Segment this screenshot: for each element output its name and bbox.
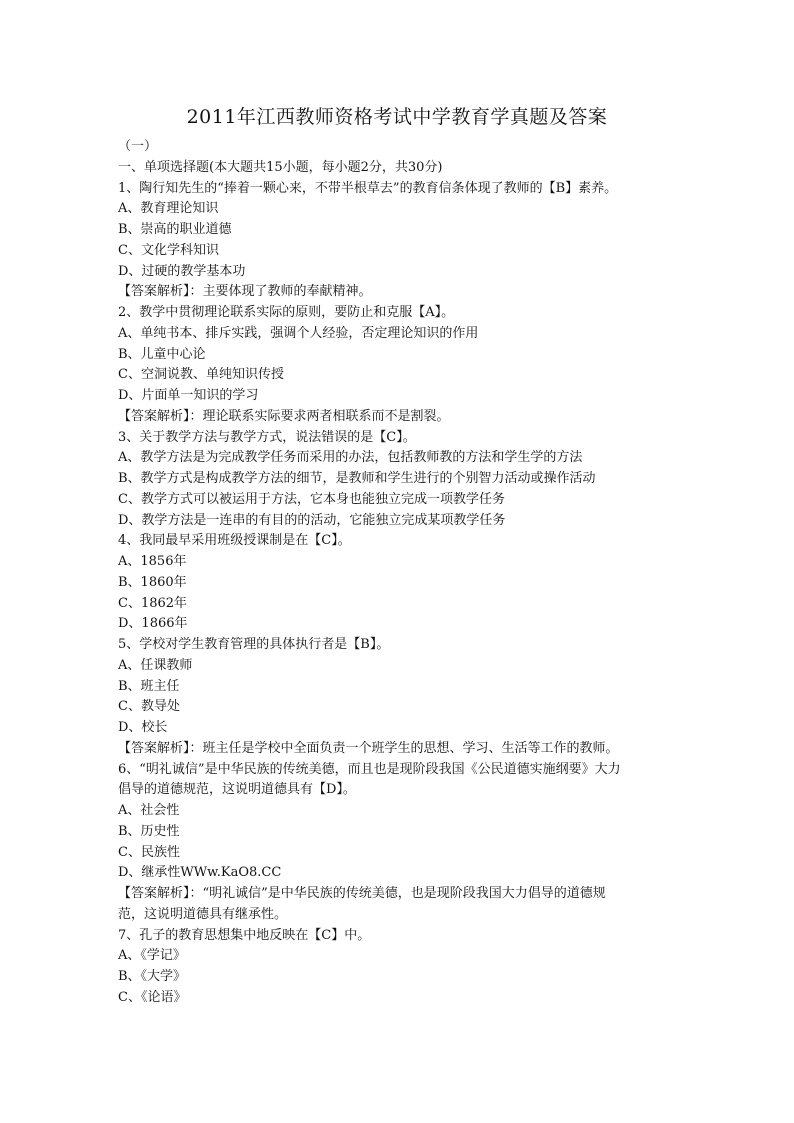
q1-option-a: A、教育理论知识: [118, 201, 219, 217]
q3-option-c: C、教学方式可以被运用于方法，它本身也能独立完成一项教学任务: [118, 491, 505, 507]
q2-option-a: A、单纯书本、排斥实践，强调个人经验，否定理论知识的作用: [118, 325, 479, 341]
q1-answer-explanation: 【答案解析】：主要体现了教师的奉献精神。: [118, 284, 372, 300]
question-6-continued: 倡导的道德规范，这说明道德具有【D】。: [118, 782, 356, 798]
question-5: 5、学校对学生教育管理的具体执行者是【B】。: [118, 637, 390, 652]
q6-option-a: A、社会性: [118, 803, 180, 818]
section-heading: 一、单项选择题(本大题共15小题，每小题2分，共30分): [118, 159, 443, 175]
q5-option-c: C、教导处: [118, 699, 180, 715]
q4-option-c: C、1862年: [118, 595, 188, 611]
q3-option-b: B、教学方式是构成教学方法的细节，是教师和学生进行的个别智力活动或操作活动: [118, 471, 596, 486]
q7-option-c: C、《论语》: [118, 989, 187, 1005]
document-title: 2011年江西教师资格考试中学教育学真题及答案: [186, 106, 608, 128]
question-3: 3、关于教学方法与教学方式，说法错误的是【C】。: [118, 429, 416, 445]
q2-answer-explanation: 【答案解析】：理论联系实际要求两者相联系而不是割裂。: [118, 408, 450, 424]
q4-option-a: A、1856年: [118, 554, 187, 569]
q4-option-d: D、1866年: [118, 616, 188, 632]
q5-option-b: B、班主任: [118, 678, 180, 694]
q5-option-a: A、任课教师: [118, 657, 193, 673]
question-1: 1、陶行知先生的“捧着一颗心来，不带半根草去”的教育信条体现了教师的【B】素养。: [118, 180, 618, 196]
question-6: 6、“明礼诚信”是中华民族的传统美德，而且也是现阶段我国《公民道德实施纲要》大力: [118, 761, 621, 777]
q1-option-d: D、过硬的教学基本功: [118, 263, 246, 279]
q1-option-b: B、崇高的职业道德: [118, 222, 232, 237]
q7-option-a: A、《学记》: [118, 948, 186, 964]
q1-option-c: C、文化学科知识: [118, 242, 219, 258]
question-7: 7、孔子的教育思想集中地反映在【C】中。: [118, 927, 371, 943]
q2-option-b: B、儿童中心论: [118, 346, 206, 362]
q6-option-d: D、继承性WWw.KaO8.CC: [118, 865, 282, 881]
q3-option-d: D、教学方法是一连串的有目的的活动，它能独立完成某项教学任务: [118, 512, 506, 528]
q6-option-b: B、历史性: [118, 823, 180, 839]
q5-option-d: D、校长: [118, 720, 168, 735]
question-4: 4、我同最早采用班级授课制是在【C】。: [118, 533, 351, 549]
q6-option-c: C、民族性: [118, 844, 180, 860]
q2-option-c: C、空洞说教、单纯知识传授: [118, 367, 284, 383]
document-body: [118, 137, 678, 1009]
q4-option-b: B、1860年: [118, 574, 187, 590]
question-2: 2、教学中贯彻理论联系实际的原则，要防止和克服【A】。: [118, 305, 455, 320]
section-marker: （一）: [118, 139, 158, 154]
q6-answer-explanation: 【答案解析】：“明礼诚信”是中华民族的传统美德，也是现阶段我国大力倡导的道德规: [118, 886, 606, 901]
q6-answer-explanation-continued: 范，这说明道德具有继承性。: [118, 906, 288, 922]
q3-option-a: A、教学方法是为完成教学任务而采用的办法，包括教师教的方法和学生学的方法: [118, 450, 583, 466]
q2-option-d: D、片面单一知识的学习: [118, 388, 259, 403]
q7-option-b: B、《大学》: [118, 969, 187, 984]
q5-answer-explanation: 【答案解析】：班主任是学校中全面负责一个班学生的思想、学习、生活等工作的教师。: [118, 740, 619, 756]
